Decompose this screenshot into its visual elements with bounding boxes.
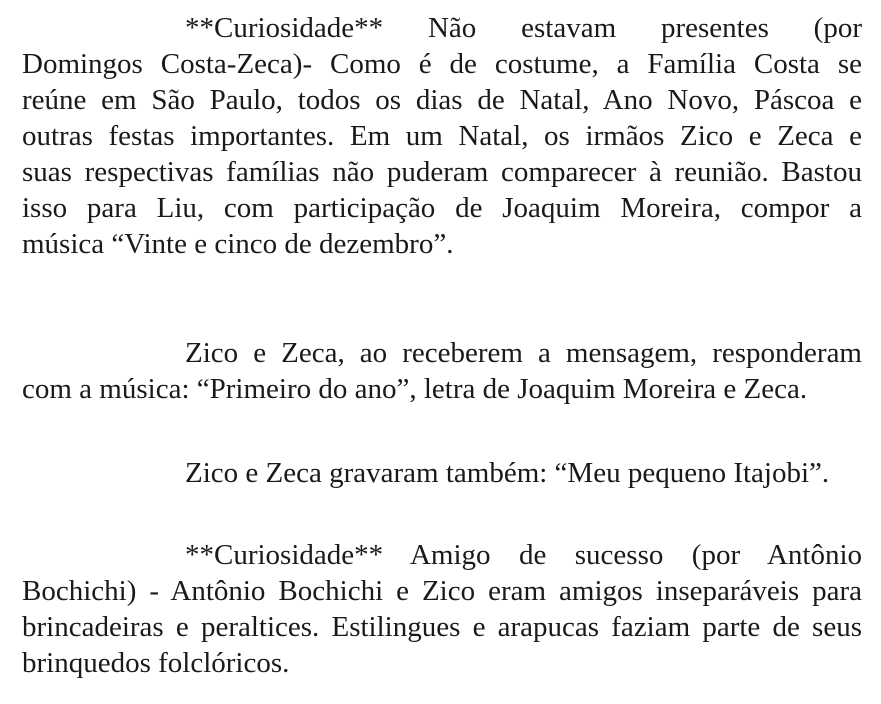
paragraph-curiosidade-amigo — [22, 537, 862, 681]
text-line: Zico e Zeca gravaram também: “Meu pequeno Itajobi”. — [185, 457, 830, 489]
text-line: música “Vinte e cinco de dezembro”. — [22, 228, 454, 260]
text-line: suas respectivas famílias não puderam comparecer à reunião. Bastou — [22, 156, 862, 188]
text-line: **Curiosidade** Amigo de sucesso (por Antônio — [185, 539, 862, 571]
text-line: Bochichi) - Antônio Bochichi e Zico eram amigos inseparáveis para — [22, 575, 862, 607]
text-line: brinquedos folclóricos. — [22, 647, 290, 679]
paragraph-resposta — [22, 335, 862, 407]
text-line: reúne em São Paulo, todos os dias de Natal, Ano Novo, Páscoa e — [22, 84, 862, 116]
text-line: Domingos Costa-Zeca)- Como é de costume, a Família Costa se — [22, 48, 862, 80]
text-line: Zico e Zeca, ao receberem a mensagem, responderam — [185, 337, 862, 369]
text-line: com a música: “Primeiro do ano”, letra de Joaquim Moreira e Zeca. — [22, 373, 808, 405]
paragraph-curiosidade-natal — [22, 10, 862, 262]
text-line: brincadeiras e peraltices. Estilingues e arapucas faziam parte de seus — [22, 611, 862, 643]
text-line: outras festas importantes. Em um Natal, os irmãos Zico e Zeca e — [22, 120, 862, 152]
text-line: **Curiosidade** Não estavam presentes (por — [185, 12, 862, 44]
text-line: isso para Liu, com participação de Joaquim Moreira, compor a — [22, 192, 862, 224]
paragraph-gravacao — [22, 455, 862, 491]
